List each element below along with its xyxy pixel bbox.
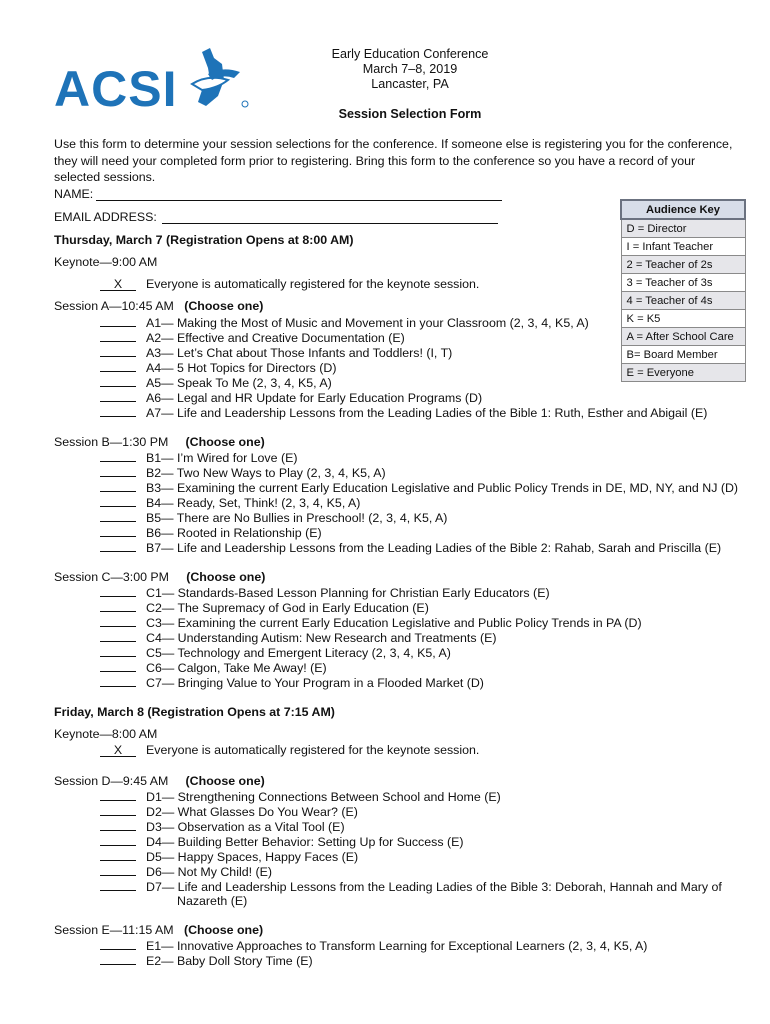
audience-key-item: A = After School Care bbox=[621, 328, 745, 346]
selection-blank[interactable] bbox=[100, 345, 136, 357]
session-option-row bbox=[100, 540, 721, 556]
session-option-row bbox=[100, 495, 360, 511]
selection-blank[interactable] bbox=[100, 660, 136, 672]
selection-blank[interactable] bbox=[100, 540, 136, 552]
selection-blank[interactable] bbox=[100, 330, 136, 342]
selection-blank[interactable] bbox=[100, 315, 136, 327]
choose-one-label: (Choose one) bbox=[185, 435, 265, 449]
selection-blank[interactable] bbox=[100, 630, 136, 642]
session-option-label: B3— Examining the current Early Education Legislative and Public Policy Trends in DE, MD, NY, and NJ (D) bbox=[146, 481, 739, 495]
selection-blank[interactable] bbox=[100, 864, 136, 876]
intro-paragraph: Use this form to determine your session selections for the conference. If someone else is registering you for the conference, they will need your completed form prior to registering. Bring this form to the conference so you have a record of your selected sessions. bbox=[54, 137, 733, 184]
session-time: Session D—9:45 AM bbox=[54, 774, 169, 788]
selection-blank[interactable] bbox=[100, 953, 136, 965]
audience-key-title: Audience Key bbox=[621, 200, 745, 219]
acsi-logo bbox=[52, 44, 252, 116]
audience-key-item: B= Board Member bbox=[621, 346, 745, 364]
session-option-row bbox=[100, 834, 463, 850]
audience-key-item: E = Everyone bbox=[621, 364, 745, 382]
audience-key-item: 4 = Teacher of 4s bbox=[621, 292, 745, 310]
email-field[interactable] bbox=[162, 211, 498, 224]
keynote-text: Everyone is automatically registered for the keynote session. bbox=[146, 743, 480, 757]
session-option-row bbox=[100, 480, 738, 496]
selection-blank[interactable] bbox=[100, 450, 136, 462]
session-option-label: B6— Rooted in Relationship (E) bbox=[146, 526, 322, 540]
session-option-row bbox=[100, 360, 337, 376]
friday-keynote-time: Keynote—8:00 AM bbox=[54, 727, 158, 741]
selection-blank[interactable] bbox=[100, 849, 136, 861]
session-option-label: A6— Legal and HR Update for Early Education Programs (D) bbox=[146, 391, 483, 405]
session-option-label: E1— Innovative Approaches to Transform Learning for Exceptional Learners (2, 3, 4, K5, A) bbox=[146, 939, 648, 953]
session-option-row bbox=[100, 450, 297, 466]
session-option-label: C1— Standards-Based Lesson Planning for Christian Early Educators (E) bbox=[146, 586, 550, 600]
session-d-heading bbox=[54, 774, 265, 788]
selection-blank[interactable] bbox=[100, 405, 136, 417]
selection-blank[interactable] bbox=[100, 615, 136, 627]
session-option-row bbox=[100, 375, 332, 391]
session-option-row bbox=[100, 789, 501, 805]
session-option-label: D6— Not My Child! (E) bbox=[146, 865, 272, 879]
session-b-heading bbox=[54, 435, 265, 449]
session-option-label: C7— Bringing Value to Your Program in a Flooded Market (D) bbox=[146, 676, 484, 690]
session-option-row bbox=[100, 390, 482, 406]
name-label: NAME: bbox=[54, 187, 94, 201]
session-option-label: D4— Building Better Behavior: Setting Up for Success (E) bbox=[146, 835, 464, 849]
selection-blank[interactable] bbox=[100, 834, 136, 846]
session-option-row bbox=[100, 585, 550, 601]
session-a-heading bbox=[54, 299, 263, 313]
session-option-label: B7— Life and Leadership Lessons from the Leading Ladies of the Bible 2: Rahab, Sarah and Priscilla (E) bbox=[146, 541, 722, 555]
session-e-heading bbox=[54, 923, 263, 937]
session-option-row bbox=[100, 953, 313, 969]
keynote-checkbox[interactable]: X bbox=[100, 279, 136, 291]
session-option-label: C3— Examining the current Early Education Legislative and Public Policy Trends in PA (D) bbox=[146, 616, 642, 630]
session-option-row bbox=[100, 510, 447, 526]
friday-keynote-row bbox=[100, 743, 479, 758]
session-option-row bbox=[100, 938, 647, 954]
selection-blank[interactable] bbox=[100, 819, 136, 831]
selection-blank[interactable] bbox=[100, 600, 136, 612]
conference-location: Lancaster, PA bbox=[371, 77, 449, 91]
session-option-row bbox=[100, 315, 589, 331]
session-option-row bbox=[100, 345, 452, 361]
session-time: Session B—1:30 PM bbox=[54, 435, 169, 449]
audience-key-table bbox=[620, 199, 746, 382]
name-field[interactable] bbox=[96, 188, 502, 201]
session-option-row bbox=[100, 864, 272, 880]
session-time: Session C—3:00 PM bbox=[54, 570, 170, 584]
friday-heading: Friday, March 8 (Registration Opens at 7:15 AM) bbox=[54, 705, 335, 719]
session-option-label: A2— Effective and Creative Documentation (E) bbox=[146, 331, 405, 345]
choose-one-label: (Choose one) bbox=[186, 570, 266, 584]
session-option-row bbox=[100, 615, 642, 631]
selection-blank[interactable] bbox=[100, 879, 136, 891]
session-option-label: D2— What Glasses Do You Wear? (E) bbox=[146, 805, 358, 819]
session-option-label: C4— Understanding Autism: New Research and Treatments (E) bbox=[146, 631, 497, 645]
session-option-row bbox=[100, 660, 327, 676]
selection-blank[interactable] bbox=[100, 675, 136, 687]
selection-blank[interactable] bbox=[100, 360, 136, 372]
choose-one-label: (Choose one) bbox=[185, 774, 265, 788]
email-label: EMAIL ADDRESS: bbox=[54, 210, 157, 224]
audience-key-item: 3 = Teacher of 3s bbox=[621, 274, 745, 292]
session-option-row bbox=[100, 675, 484, 691]
svg-text:ACSI: ACSI bbox=[54, 61, 178, 116]
selection-blank[interactable] bbox=[100, 585, 136, 597]
choose-one-label: (Choose one) bbox=[183, 923, 264, 937]
choose-one-label: (Choose one) bbox=[184, 299, 264, 313]
audience-key-item: D = Director bbox=[621, 219, 745, 238]
session-option-continuation: Nazareth (E) bbox=[177, 894, 248, 908]
session-option-label: D7— Life and Leadership Lessons from the Leading Ladies of the Bible 3: Deborah, Hannah and Mary of bbox=[146, 880, 722, 894]
session-option-row bbox=[100, 465, 386, 481]
session-option-label: A5— Speak To Me (2, 3, 4, K5, A) bbox=[146, 376, 332, 390]
session-option-row bbox=[100, 849, 358, 865]
selection-blank[interactable] bbox=[100, 495, 136, 507]
selection-blank[interactable] bbox=[100, 525, 136, 537]
selection-blank[interactable] bbox=[100, 480, 136, 492]
session-c-heading bbox=[54, 570, 265, 584]
session-option-label: E2— Baby Doll Story Time (E) bbox=[146, 954, 313, 968]
thursday-keynote-time: Keynote—9:00 AM bbox=[54, 255, 158, 269]
session-option-label: C5— Technology and Emergent Literacy (2, 3, 4, K5, A) bbox=[146, 646, 451, 660]
session-option-label: B5— There are No Bullies in Preschool! (2, 3, 4, K5, A) bbox=[146, 511, 448, 525]
selection-blank[interactable] bbox=[100, 465, 136, 477]
keynote-checkbox[interactable]: X bbox=[100, 745, 136, 757]
session-option-row bbox=[100, 525, 322, 541]
audience-key-item: I = Infant Teacher bbox=[621, 238, 745, 256]
session-option-row bbox=[100, 630, 497, 646]
session-option-label: A3— Let’s Chat about Those Infants and Toddlers! (I, T) bbox=[146, 346, 453, 360]
session-option-row bbox=[100, 330, 405, 346]
session-time: Session A—10:45 AM bbox=[54, 299, 174, 313]
thursday-heading: Thursday, March 7 (Registration Opens at 8:00 AM) bbox=[54, 233, 354, 247]
session-option-label: D3— Observation as a Vital Tool (E) bbox=[146, 820, 345, 834]
selection-blank[interactable] bbox=[100, 804, 136, 816]
session-option-row bbox=[100, 645, 451, 661]
session-option-label: B4— Ready, Set, Think! (2, 3, 4, K5, A) bbox=[146, 496, 361, 510]
selection-blank[interactable] bbox=[100, 390, 136, 402]
selection-blank[interactable] bbox=[100, 938, 136, 950]
session-time: Session E—11:15 AM bbox=[54, 923, 174, 937]
session-option-label: D5— Happy Spaces, Happy Faces (E) bbox=[146, 850, 359, 864]
session-option-row bbox=[100, 804, 358, 820]
session-option-row bbox=[100, 879, 722, 895]
session-option-label: A1— Making the Most of Music and Movement in your Classroom (2, 3, 4, K5, A) bbox=[146, 316, 589, 330]
selection-blank[interactable] bbox=[100, 375, 136, 387]
thursday-keynote-row bbox=[100, 277, 479, 292]
audience-key-item: K = K5 bbox=[621, 310, 745, 328]
session-option-label: B1— I’m Wired for Love (E) bbox=[146, 451, 298, 465]
conference-title: Early Education Conference bbox=[331, 47, 489, 61]
audience-key-item: 2 = Teacher of 2s bbox=[621, 256, 745, 274]
session-option-row bbox=[100, 600, 429, 616]
selection-blank[interactable] bbox=[100, 510, 136, 522]
session-option-label: C6— Calgon, Take Me Away! (E) bbox=[146, 661, 327, 675]
session-option-label: B2— Two New Ways to Play (2, 3, 4, K5, A) bbox=[146, 466, 386, 480]
session-option-label: D1— Strengthening Connections Between School and Home (E) bbox=[146, 790, 501, 804]
session-option-label: C2— The Supremacy of God in Early Education (E) bbox=[146, 601, 429, 615]
form-title: Session Selection Form bbox=[338, 107, 482, 121]
session-option-row bbox=[100, 405, 707, 421]
session-option-label: A7— Life and Leadership Lessons from the Leading Ladies of the Bible 1: Ruth, Esther and Abigail (E) bbox=[146, 406, 708, 420]
session-option-row bbox=[100, 819, 345, 835]
selection-blank[interactable] bbox=[100, 645, 136, 657]
session-option-label: A4— 5 Hot Topics for Directors (D) bbox=[146, 361, 337, 375]
selection-blank[interactable] bbox=[100, 789, 136, 801]
conference-dates: March 7–8, 2019 bbox=[362, 62, 458, 76]
keynote-text: Everyone is automatically registered for the keynote session. bbox=[146, 277, 480, 291]
